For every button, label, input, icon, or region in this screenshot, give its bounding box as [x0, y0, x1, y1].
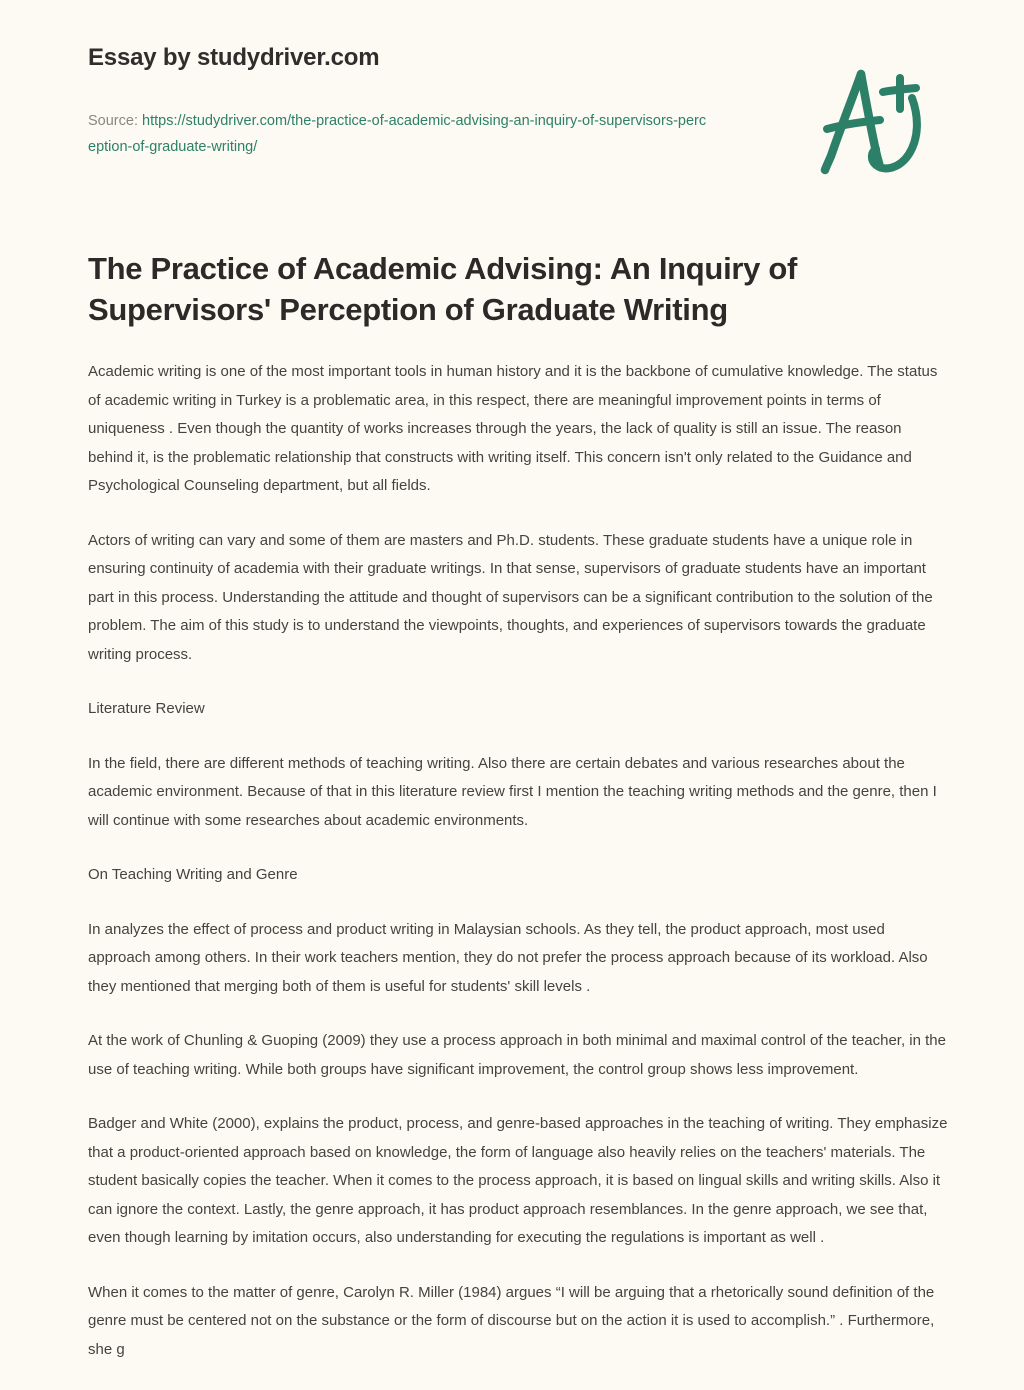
- paragraph: Actors of writing can vary and some of them are masters and Ph.D. students. These graduate students have a unique role in ensuring continuity of academia with their graduate writings. In that sense, supervisors of graduate students have an important part in this process. Understanding the attitude and thought of supervisors can be a significant contribution to the solution of the problem. The aim of this study is to understand the viewpoints, thoughts, and experiences of supervisors towards the graduate writing process.: [88, 531, 933, 663]
- source-line: [88, 108, 708, 160]
- page-title: The Practice of Academic Advising: An Inquiry of Supervisors' Perception of Graduate Writing: [88, 251, 798, 327]
- article-container: [88, 248, 948, 1390]
- article-body: [88, 358, 948, 1364]
- brand-byline: Essay by studydriver.com: [88, 44, 380, 71]
- source-label: Source:: [88, 113, 138, 129]
- paragraph: Academic writing is one of the most important tools in human history and it is the backbone of cumulative knowledge. The status of academic writing in Turkey is a problematic area, in this respect, there are meaningful improvement points in terms of uniqueness . Even though the quantity of works increases through the years, the lack of quality is still an issue. The reason behind it, is the problematic relationship that constructs with writing itself. This concern isn't only related to the Guidance and Psychological Counseling department, but all fields.: [88, 363, 938, 494]
- paragraph: In the field, there are different methods of teaching writing. Also there are certain debates and various researches about the academic environment. Because of that in this literature review first I mention the teaching writing methods and the genre, then I will continue with some researches about academic environments.: [88, 754, 937, 829]
- source-url-link[interactable]: https://studydriver.com/the-practice-of-academic-advising-an-inquiry-of-supervisors-perception-of-graduate-writing/: [88, 113, 707, 155]
- page-header: [0, 0, 1024, 200]
- paragraph: When it comes to the matter of genre, Carolyn R. Miller (1984) argues “I will be arguing that a rhetorically sound definition of the genre must be centered not on the substance or the form of discourse but on the action it is used to accomplish.” . Furthermore, she g: [88, 1283, 935, 1358]
- a-plus-logo[interactable]: [812, 62, 942, 182]
- section-heading-on-teaching-writing-and-genre: On Teaching Writing and Genre: [88, 866, 298, 883]
- paragraph: Badger and White (2000), explains the product, process, and genre-based approaches in the teaching of writing. They emphasize that a product-oriented approach based on knowledge, the form of language also heavily relies on the teachers' materials. The student basically copies the teacher. When it comes to the process approach, it is based on lingual skills and writing skills. Also it can ignore the context. Lastly, the genre approach, it has product approach resemblances. In the genre approach, we see that, even though learning by imitation occurs, also understanding for executing the regulations is important as well .: [88, 1115, 948, 1246]
- section-heading-literature-review: Literature Review: [88, 700, 205, 717]
- paragraph: At the work of Chunling & Guoping (2009) they use a process approach in both minimal and maximal control of the teacher, in the use of teaching writing. While both groups have significant improvement, the control group shows less improvement.: [88, 1032, 946, 1078]
- paragraph: In analyzes the effect of process and product writing in Malaysian schools. As they tell, the product approach, most used approach among others. In their work teachers mention, they do not prefer the process approach because of its workload. Also they mentioned that merging both of them is useful for students' skill levels .: [88, 920, 928, 995]
- a-plus-icon: [812, 62, 942, 182]
